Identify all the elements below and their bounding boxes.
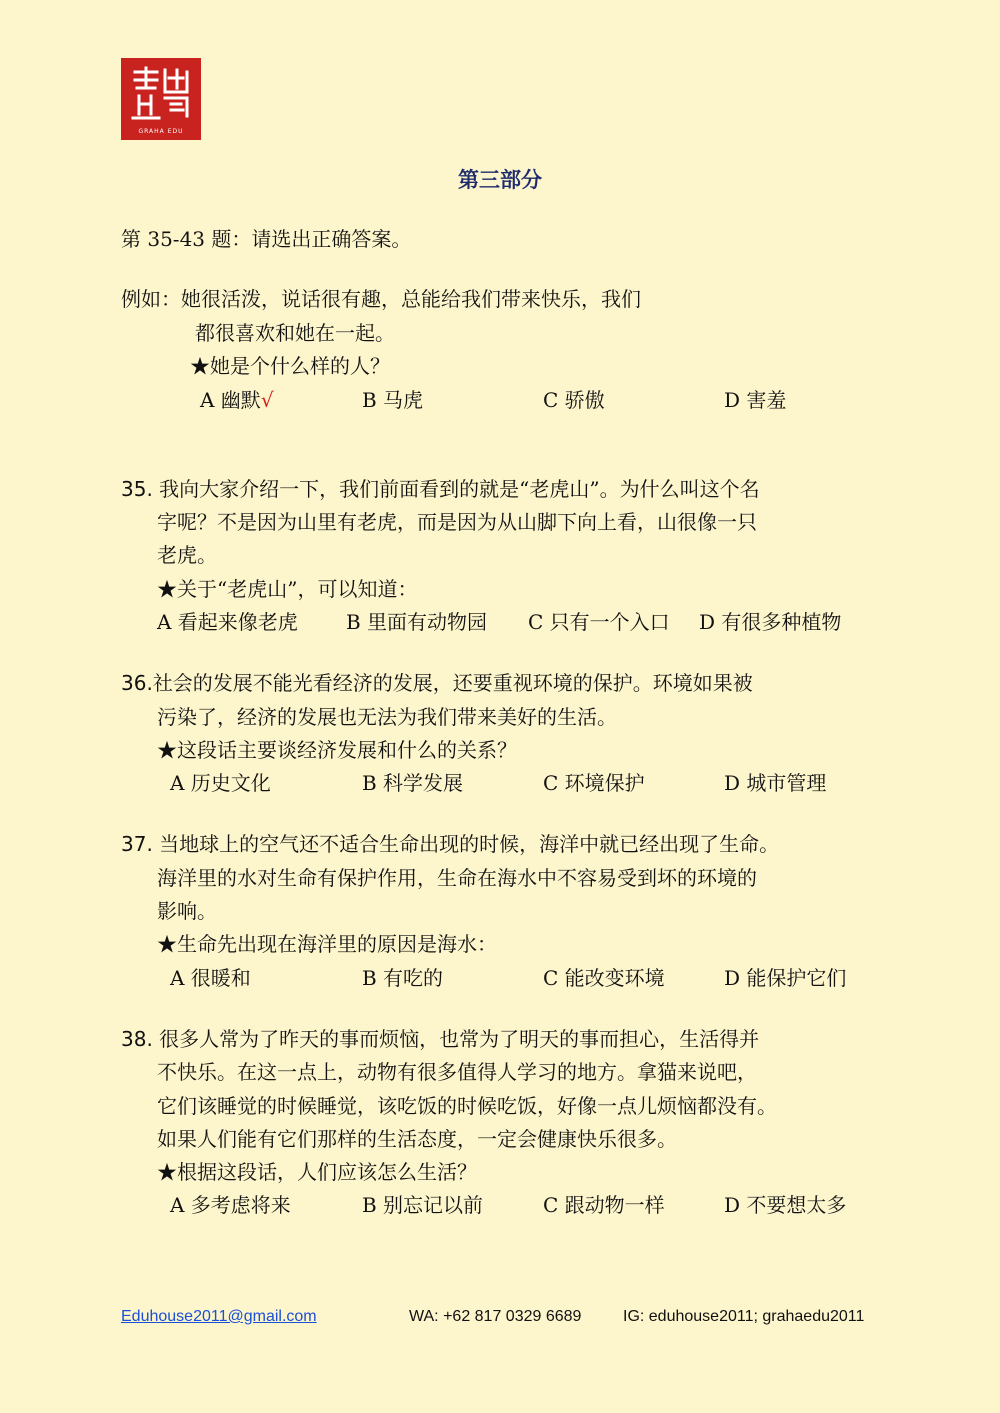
question-37-line-3: 影响。 [157, 899, 217, 923]
question-38-line-3: 它们该睡觉的时候睡觉，该吃饭的时候吃饭，好像一点儿烦恼都没有。 [157, 1094, 777, 1118]
example-option-b: B 马虎 [362, 388, 424, 412]
question-38-line-2: 不快乐。在这一点上，动物有很多值得人学习的地方。拿猫来说吧， [157, 1060, 757, 1084]
example-option-a: A 幽默√ [200, 388, 274, 412]
question-36-line-1: 36.社会的发展不能光看经济的发展，还要重视环境的保护。环境如果被 [121, 671, 753, 695]
question-36-option-c: C 环境保护 [543, 771, 645, 795]
graha-edu-logo [121, 58, 201, 140]
question-36-prompt: ★这段话主要谈经济发展和什么的关系？ [157, 738, 517, 762]
footer-instagram: IG: eduhouse2011; grahaedu2011 [623, 1308, 865, 1325]
question-35-prompt: ★关于“老虎山”，可以知道： [157, 577, 418, 601]
example-option-d: D 害羞 [724, 388, 787, 412]
footer-email-link[interactable]: Eduhouse2011@gmail.com [121, 1308, 317, 1325]
question-38-option-d: D 不要想太多 [724, 1193, 847, 1217]
seal-glyph-icon [121, 58, 201, 124]
footer-whatsapp: WA: +62 817 0329 6689 [409, 1308, 582, 1325]
question-35-line-3: 老虎。 [157, 543, 217, 567]
question-37-line-2: 海洋里的水对生命有保护作用，生命在海水中不容易受到坏的环境的 [157, 866, 757, 890]
example-text-line [121, 287, 641, 311]
question-number: 38. [121, 1027, 153, 1051]
example-text: 她很活泼，说话很有趣，总能给我们带来快乐，我们 [181, 287, 641, 311]
question-38-option-b: B 别忘记以前 [362, 1193, 484, 1217]
question-35-option-a: A 看起来像老虎 [157, 610, 298, 634]
question-number: 35. [121, 477, 153, 501]
question-36-option-a: A 历史文化 [170, 771, 271, 795]
question-37-option-d: D 能保护它们 [724, 966, 847, 990]
question-number: 37. [121, 832, 153, 856]
example-option-c: C 骄傲 [543, 388, 605, 412]
question-38-line-4: 如果人们能有它们那样的生活态度，一定会健康快乐很多。 [157, 1127, 677, 1151]
question-35-line-2: 字呢？不是因为山里有老虎，而是因为从山脚下向上看，山很像一只 [157, 510, 757, 534]
section-title: 第三部分 [458, 167, 542, 192]
question-37-option-a: A 很暖和 [170, 966, 251, 990]
question-35-line-1: 35. 我向大家介绍一下，我们前面看到的就是“老虎山”。为什么叫这个名 [121, 477, 760, 501]
question-36-option-d: D 城市管理 [724, 771, 827, 795]
question-35-option-d: D 有很多种植物 [699, 610, 842, 634]
question-37-line-1: 37. 当地球上的空气还不适合生命出现的时候，海洋中就已经出现了生命。 [121, 832, 780, 856]
logo-subtitle: GRAHA EDU [138, 128, 184, 135]
question-36-line-2: 污染了，经济的发展也无法为我们带来美好的生活。 [157, 705, 617, 729]
question-35-option-c: C 只有一个入口 [528, 610, 670, 634]
question-number: 36. [121, 671, 153, 695]
question-38-prompt: ★根据这段话，人们应该怎么生活？ [157, 1160, 477, 1184]
question-37-option-c: C 能改变环境 [543, 966, 665, 990]
question-37-prompt: ★生命先出现在海洋里的原因是海水： [157, 932, 497, 956]
question-35-option-b: B 里面有动物园 [346, 610, 488, 634]
question-36-option-b: B 科学发展 [362, 771, 464, 795]
example-prefix: 例如： [121, 287, 181, 311]
question-38-option-a: A 多考虑将来 [170, 1193, 291, 1217]
instruction: 第 35-43 题：请选出正确答案。 [121, 227, 412, 251]
question-37-option-b: B 有吃的 [362, 966, 444, 990]
check-mark-icon: √ [260, 388, 274, 412]
example-text-line-2: 都很喜欢和她在一起。 [195, 321, 395, 345]
question-38-option-c: C 跟动物一样 [543, 1193, 665, 1217]
question-38-line-1: 38. 很多人常为了昨天的事而烦恼，也常为了明天的事而担心，生活得并 [121, 1027, 760, 1051]
example-question: ★她是个什么样的人？ [190, 354, 390, 378]
